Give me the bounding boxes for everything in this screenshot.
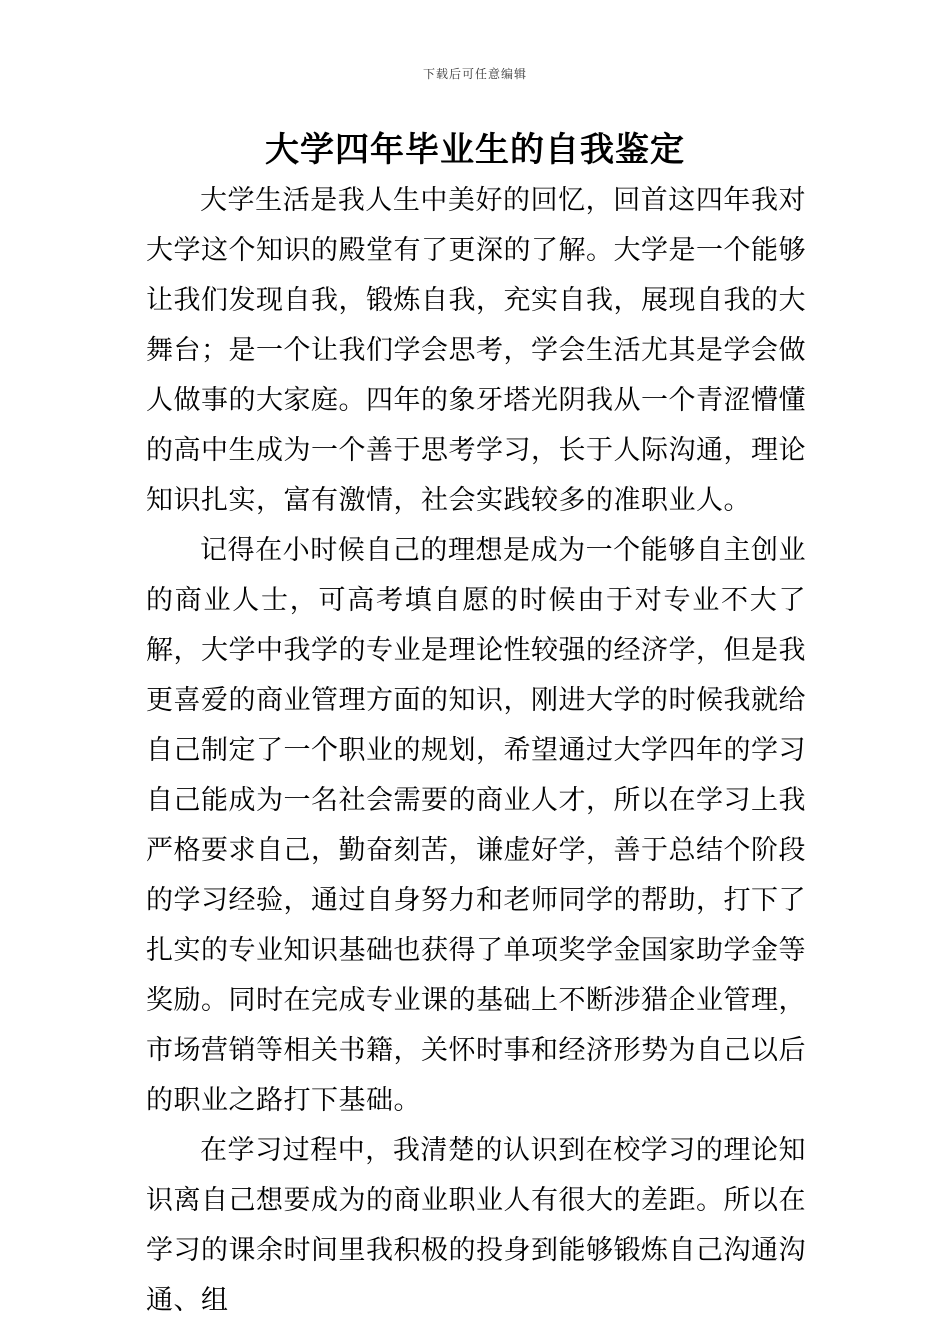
paragraph-2: 记得在小时候自己的理想是成为一个能够自主创业的商业人士，可高考填自愿的时候由于对专业不大了解，大学中我学的专业是理论性较强的经济学，但是我更喜爱的商业管理方面的知识，刚进大学的时候我就给自己制定了一个职业的规划，希望通过大学四年的学习自己能成为一名社会需要的商业人才，所以在学习上我严格要求自己，勤奋刻苦，谦虚好学，善于总结个阶段的学习经验，通过自身努力和老师同学的帮助，打下了扎实的专业知识基础也获得了单项奖学金国家助学金等奖励。同时在完成专业课的基础上不断涉猎企业管理，市场营销等相关书籍，关怀时事和经济形势为自己以后的职业之路打下基础。 [146, 535, 806, 1116]
document-body [146, 176, 806, 1326]
paragraph-3: 在学习过程中，我清楚的认识到在校学习的理论知识离自己想要成为的商业职业人有很大的差距。所以在学习的课余时间里我积极的投身到能够锻炼自己沟通沟通、组 [146, 1135, 806, 1316]
download-note: 下载后可任意编辑 [422, 67, 527, 81]
paragraph-1: 大学生活是我人生中美好的回忆，回首这四年我对大学这个知识的殿堂有了更深的了解。大学是一个能够让我们发现自我，锻炼自我，充实自我，展现自我的大舞台；是一个让我们学会思考，学会生活尤其是学会做人做事的大家庭。四年的象牙塔光阴我从一个青涩懵懂的高中生成为一个善于思考学习，长于人际沟通，理论知识扎实，富有激情，社会实践较多的准职业人。 [146, 185, 806, 516]
document-title: 大学四年毕业生的自我鉴定 [265, 130, 685, 170]
